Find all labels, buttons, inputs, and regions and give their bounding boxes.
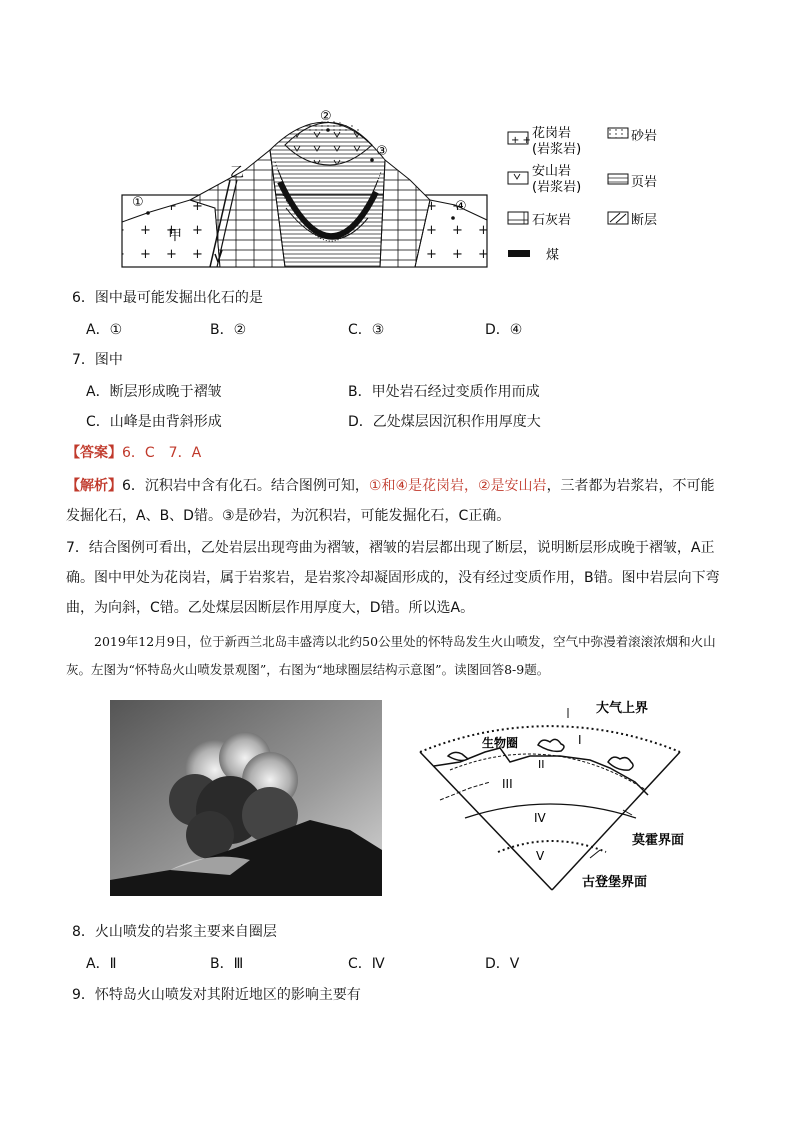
label-atmosphere-upper: 大气上界 xyxy=(596,701,649,716)
label-biosphere: 生物圈 xyxy=(482,736,519,750)
q7-option-d: D．乙处煤层因沉积作用厚度大 xyxy=(348,414,541,430)
q8-option-b: B．Ⅲ xyxy=(210,956,244,972)
geology-cross-section-figure xyxy=(110,100,658,275)
q7-option-a: A．断层形成晚于褶皱 xyxy=(86,384,222,400)
label-layer-I: I xyxy=(578,733,582,747)
analysis-paragraph-1: 【解析】6．沉积岩中含有化石。结合图例可知，①和④是花岗岩，②是安山岩，三者都为岩浆岩，不可能发掘化石，A、B、D错。③是砂岩，为沉积岩，可能发掘化石，C正确。 xyxy=(66,478,715,524)
legend xyxy=(508,125,657,263)
svg-text:(岩浆岩): (岩浆岩) xyxy=(532,180,582,195)
q6-option-c: C．③ xyxy=(348,322,385,338)
analysis-paragraph-2: 7．结合图例可看出，乙处岩层出现弯曲为褶皱，褶皱的岩层都出现了断层，说明断层形成晚于褶皱，A正确。图中甲处为花岗岩，属于岩浆岩，是岩浆冷却凝固形成的，没有经过变质作用，B错。图中岩层向下弯曲，为向斜，C错。乙处煤层因断层作用厚度大，D错。所以选A。 xyxy=(66,540,720,616)
question-7-stem: 7．图中 xyxy=(72,352,123,368)
label-layer-IV: IV xyxy=(534,811,546,825)
label-moho: 莫霍界面 xyxy=(632,833,685,848)
question-6-stem: 6．图中最可能发掘出化石的是 xyxy=(72,290,263,306)
label-layer-II: II xyxy=(538,758,545,771)
earth-spheres-diagram xyxy=(410,690,710,895)
q6-option-d: D．④ xyxy=(485,322,523,338)
volcano-eruption-photo xyxy=(110,700,382,896)
legend-coal: 煤 xyxy=(546,248,560,263)
mantle-boundary xyxy=(465,804,636,818)
svg-text:(岩浆岩): (岩浆岩) xyxy=(532,142,582,157)
intro-paragraph: 2019年12月9日，位于新西兰北岛丰盛湾以北约50公里处的怀特岛发生火山喷发，空气中弥漫着滚滚浓烟和火山灰。左图为“怀特岛火山喷发景观图”，右图为“地球圈层结构示意图”。读图回答8-9题。 xyxy=(66,634,716,677)
q7-option-b: B．甲处岩石经过变质作用而成 xyxy=(348,384,540,400)
q6-option-a: A．① xyxy=(86,322,123,338)
marker-2: ② xyxy=(320,109,332,124)
legend-sandstone: 砂岩 xyxy=(631,129,658,144)
marker-4: ④ xyxy=(455,199,467,214)
legend-fault: 断层 xyxy=(631,213,658,228)
answer-tag: 【答案】 xyxy=(66,445,122,461)
q8-option-a: A．Ⅱ xyxy=(86,956,117,972)
question-9-stem: 9．怀特岛火山喷发对其附近地区的影响主要有 xyxy=(72,987,361,1003)
legend-granite: 花岗岩 xyxy=(532,126,572,141)
legend-limestone: 石灰岩 xyxy=(532,213,572,228)
q8-option-c: C．Ⅳ xyxy=(348,956,385,972)
label-jia: 甲 xyxy=(168,228,182,244)
label-gutenberg: 古登堡界面 xyxy=(582,875,648,890)
marker-3: ③ xyxy=(376,144,388,159)
legend-shale: 页岩 xyxy=(631,175,658,190)
label-layer-III: III xyxy=(502,777,513,791)
answer-line xyxy=(66,443,201,463)
earth-surface xyxy=(434,748,648,795)
answer-text: 6．C 7．A xyxy=(122,445,202,461)
marker-1: ① xyxy=(132,195,144,210)
svg-text:+ +: + + xyxy=(511,135,531,146)
q7-option-c: C．山峰是由背斜形成 xyxy=(86,414,222,430)
analysis-tag: 【解析】 xyxy=(66,478,122,494)
label-layer-V: V xyxy=(536,849,545,863)
legend-andesite: 安山岩 xyxy=(532,164,572,179)
label-yi: 乙 xyxy=(230,165,244,181)
q6-option-b: B．② xyxy=(210,322,247,338)
q8-option-d: D．Ⅴ xyxy=(485,956,520,972)
question-8-stem: 8．火山喷发的岩浆主要来自圈层 xyxy=(72,924,277,940)
